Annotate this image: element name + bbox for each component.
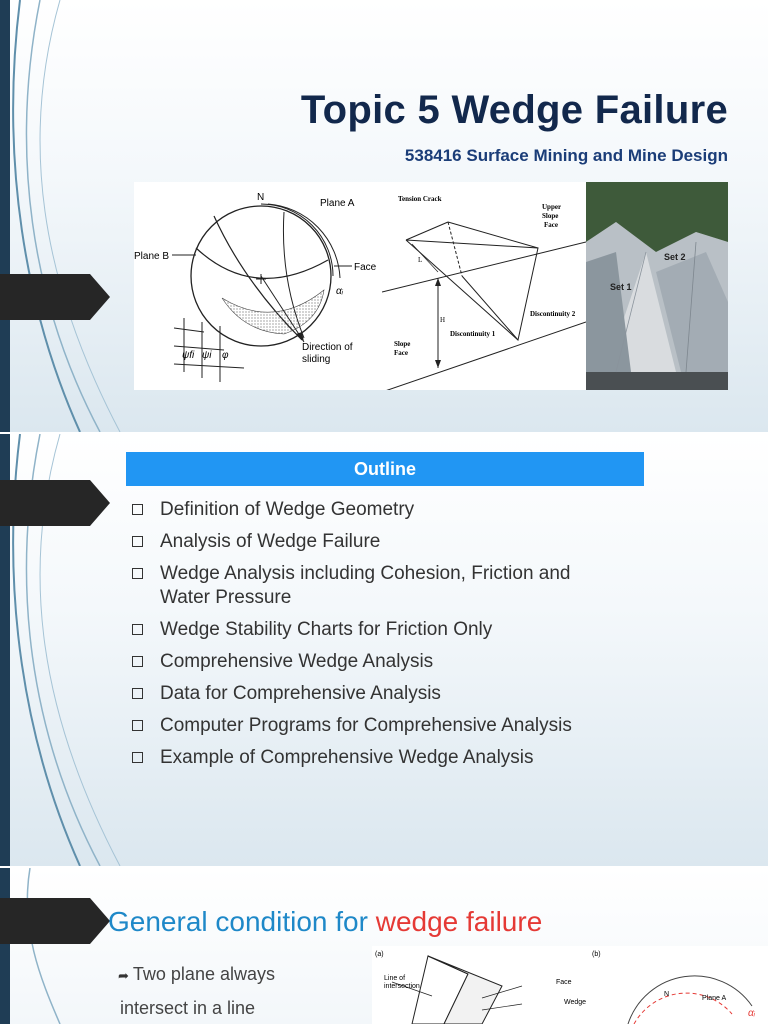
slide3-title <box>108 906 542 938</box>
stereonet-label-face: Face <box>354 262 377 273</box>
fig-label-line-of-1: Line of <box>384 975 406 982</box>
checkbox-bullet-icon <box>132 656 143 667</box>
wedge-label-disc-1: Discontinuity 1 <box>450 330 496 338</box>
wedge-label-upper-2: Slope <box>542 212 559 220</box>
wedge-intersection-figure <box>372 946 768 1024</box>
slide-general-condition <box>0 868 768 1024</box>
wedge-label-tension-crack: Tension Crack <box>398 195 442 203</box>
slide-title-text: Topic 5 Wedge Failure <box>300 88 728 132</box>
fig-label-wedge: Wedge <box>564 999 587 1006</box>
outline-item-text: Definition of Wedge Geometry <box>160 499 415 520</box>
fig-label-n: N <box>664 991 670 998</box>
slide-outline <box>0 434 768 866</box>
outline-item <box>132 530 612 554</box>
stereonet-label-direction-2: sliding <box>302 354 331 365</box>
outline-item-text: Example of Comprehensive Wedge Analysis <box>160 747 534 768</box>
checkbox-bullet-icon <box>132 752 143 763</box>
slide3-title-main: General condition for <box>108 906 376 937</box>
outline-item-text: Wedge Stability Charts for Friction Only <box>160 619 493 640</box>
checkbox-bullet-icon <box>132 688 143 699</box>
wedge-label-disc-2: Discontinuity 2 <box>530 310 576 318</box>
photo-label-set1: Set 1 <box>610 282 632 292</box>
outline-item-text: Analysis of Wedge Failure <box>160 531 381 552</box>
slide-title <box>0 0 768 432</box>
fig-label-b: (b) <box>592 951 601 958</box>
checkbox-bullet-icon <box>132 536 143 547</box>
stereonet-label-phi: φ <box>222 350 229 361</box>
slide3-bullet-line2: intersect in a line <box>120 998 256 1018</box>
outline-list <box>132 498 612 778</box>
section-arrow-tab <box>0 480 110 526</box>
stereonet-label-psi-fi: ψfi <box>182 350 195 361</box>
slide3-bullet <box>118 958 275 1024</box>
outline-item <box>132 562 612 610</box>
outline-item-text: Wedge Analysis including Cohesion, Friction and Water Pressure <box>160 563 571 608</box>
checkbox-bullet-icon <box>132 720 143 731</box>
left-accent-bar <box>0 868 10 1024</box>
stereonet-label-plane-a: Plane A <box>320 198 355 209</box>
photo-label-set2: Set 2 <box>664 252 686 262</box>
wedge-geometry-figure <box>382 182 586 390</box>
section-arrow-tab <box>0 898 110 944</box>
wedge-label-upper-1: Upper <box>542 203 562 211</box>
outline-item-text: Computer Programs for Comprehensive Analysis <box>160 715 572 736</box>
wedge-label-slope-1: Slope <box>394 340 411 348</box>
checkbox-bullet-icon <box>132 624 143 635</box>
fig-label-line-of-2: intersection <box>384 983 420 990</box>
wedge-label-slope-2: Face <box>394 349 408 357</box>
stereonet-label-n: N <box>257 192 265 203</box>
checkbox-bullet-icon <box>132 568 143 579</box>
outline-item-text: Comprehensive Wedge Analysis <box>160 651 434 672</box>
fig-label-alpha: αᵢ <box>748 1008 755 1019</box>
left-accent-bar <box>0 0 10 432</box>
stereonet-label-psi-i: ψi <box>202 350 212 361</box>
fig-label-a: (a) <box>375 951 384 958</box>
slide3-bullet-line1: Two plane always <box>132 964 275 984</box>
stereonet-label-plane-b: Plane B <box>134 251 170 262</box>
stereonet-label-direction-1: Direction of <box>302 342 353 353</box>
wedge-label-l: L <box>418 256 423 264</box>
rock-slope-photo <box>586 182 728 390</box>
section-arrow-tab <box>0 274 110 320</box>
outline-header: Outline <box>126 452 644 486</box>
wedge-label-upper-3: Face <box>544 221 558 229</box>
fig-label-plane-a: Plane A <box>702 995 727 1002</box>
great-circle-a <box>196 248 328 278</box>
fig-label-face: Face <box>556 979 572 986</box>
wedge-label-h: H <box>440 316 446 324</box>
outline-item <box>132 650 612 674</box>
outline-item-text: Data for Comprehensive Analysis <box>160 683 441 704</box>
slide3-title-highlight: wedge failure <box>375 906 543 937</box>
stereonet-figure <box>134 182 382 390</box>
checkbox-bullet-icon <box>132 504 143 515</box>
arrow-bullet-icon: ➦ <box>118 968 129 983</box>
outline-item <box>132 714 612 738</box>
outline-item <box>132 498 612 522</box>
outline-item <box>132 746 612 770</box>
stereonet-label-alpha: αᵢ <box>336 286 343 297</box>
slide-subtitle: 538416 Surface Mining and Mine Design <box>404 146 728 165</box>
outline-item <box>132 618 612 642</box>
outline-item <box>132 682 612 706</box>
